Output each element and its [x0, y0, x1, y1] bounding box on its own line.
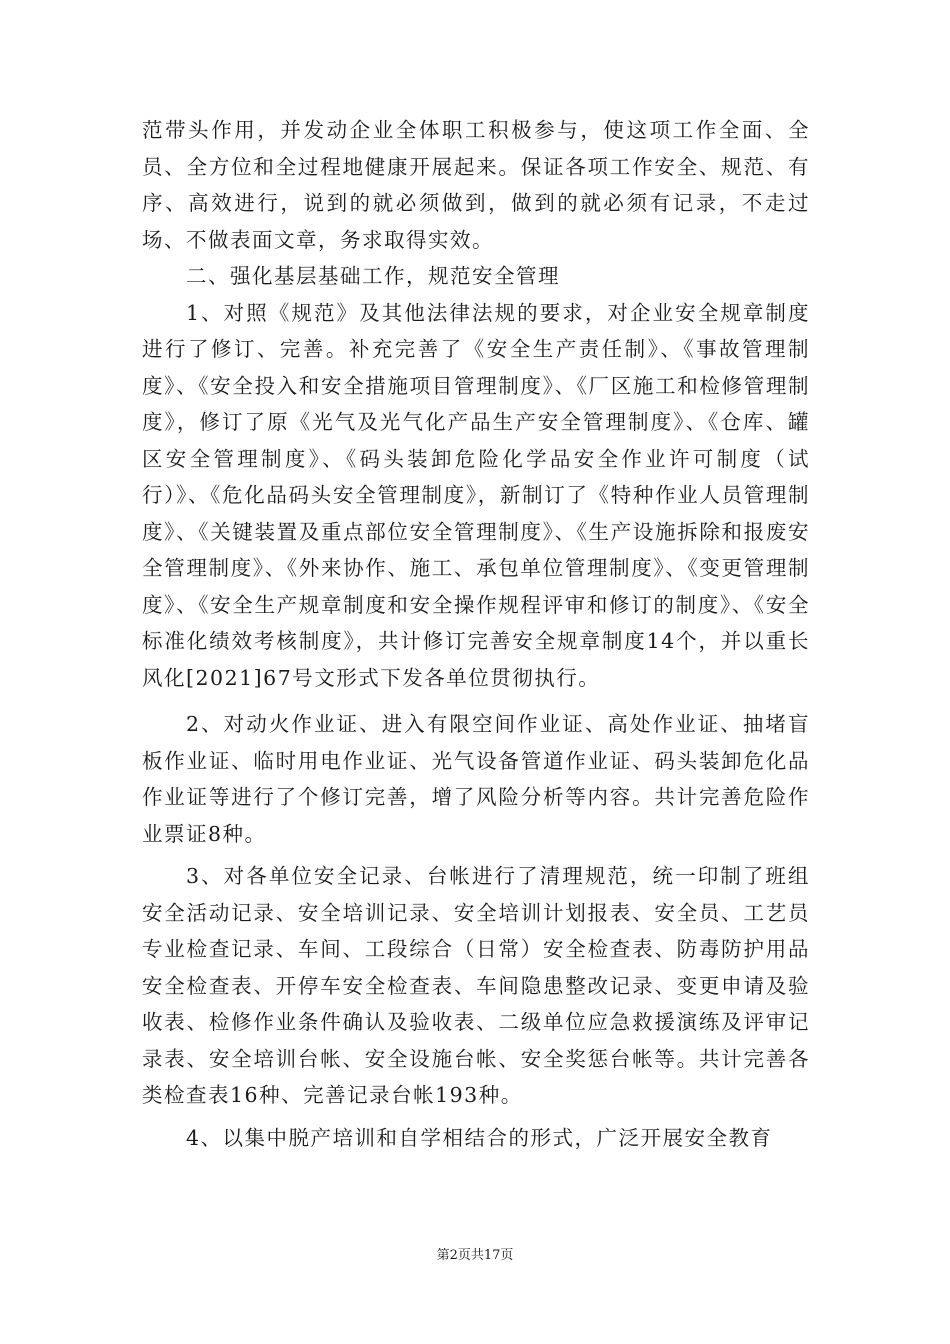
paragraph-item-1: 1、对照《规范》及其他法律法规的要求，对企业安全规章制度进行了修订、完善。补充完善了《安全生产责任制》、《事故管理制度》、《安全投入和安全措施项目管理制度》、《厂区施工和检修管理制度》，修订了原《光气及光气化产品生产安全管理制度》、《仓库、罐区安全管理制度》、《码头装卸危险化学品安全作业许可制度（试行）》、《危化品码头安全管理制度》，新制订了《特种作业人员管理制度》、《关键装置及重点部位安全管理制度》、《生产设施拆除和报废安全管理制度》、《外来协作、施工、承包单位管理制度》、《变更管理制度》、《安全生产规章制度和安全操作规程评审和修订的制度》、《安全标准化绩效考核制度》，共计修订完善安全规章制度14个，并以重长风化[2021]67号文形式下发各单位贯彻执行。 [142, 300, 810, 690]
paragraph-item-2: 2、对动火作业证、进入有限空间作业证、高处作业证、抽堵盲板作业证、临时用电作业证、光气设备管道作业证、码头装卸危化品作业证等进行了个修订完善，增了风险分析等内容。共计完善危险作业票证8种。 [142, 712, 810, 846]
section-heading: 二、强化基层基础工作，规范安全管理 [186, 264, 560, 288]
paragraph-item-3: 3、对各单位安全记录、台帐进行了清理规范，统一印制了班组安全活动记录、安全培训记录、安全培训计划报表、安全员、工艺员专业检查记录、车间、工段综合（日常）安全检查表、防毒防护用品安全检查表、开停车安全检查表、车间隐患整改记录、变更申请及验收表、检修作业条件确认及验收表、二级单位应急救援演练及评审记录表、安全培训台帐、安全设施台帐、安全奖惩台帐等。共计完善各类检查表16种、完善记录台帐193种。 [142, 864, 810, 1107]
document-body [142, 112, 810, 1156]
page-number-footer: 第2页共17页 [436, 1248, 514, 1263]
paragraph-item-4: 4、以集中脱产培训和自学相结合的形式，广泛开展安全教育 [186, 1125, 773, 1150]
paragraph-continuation: 范带头作用，并发动企业全体职工积极参与，使这项工作全面、全员、全方位和全过程地健康开展起来。保证各项工作安全、规范、有序、高效进行，说到的就必须做到，做到的就必须有记录，不走过场、不做表面文章，务求取得实效。 [142, 118, 810, 252]
